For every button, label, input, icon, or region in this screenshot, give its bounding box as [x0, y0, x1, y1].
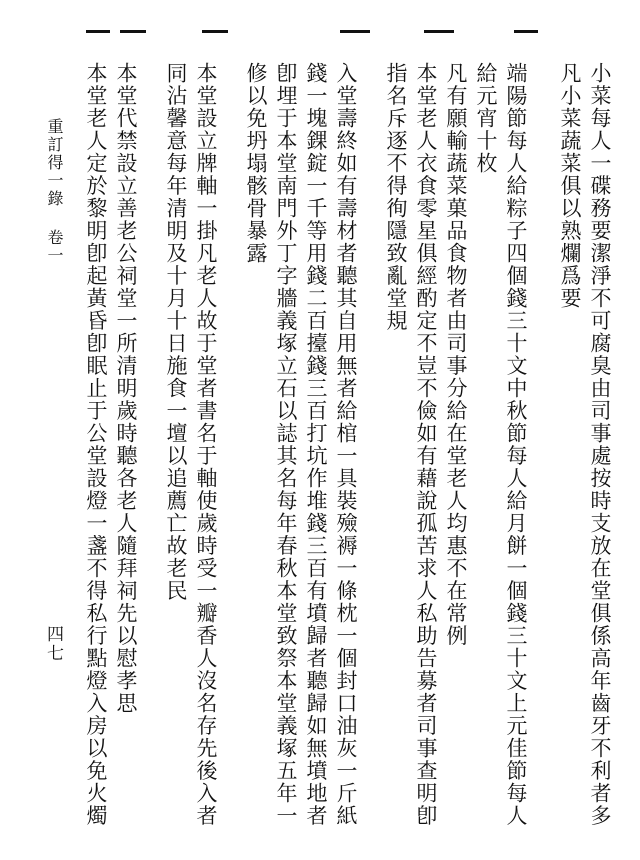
- running-head: 重訂得一錄 卷一: [45, 118, 64, 265]
- text-column-14: 本堂代禁設立善老公祠堂一所清明歲時聽各老人隨拜祠先以慰孝思: [114, 62, 138, 715]
- text-column-4: 給元宵十枚: [474, 62, 498, 175]
- item-marker-dash: [202, 30, 228, 33]
- text-column-1: 小菜每人一碟務要潔淨不可腐臭由司事處按時支放在堂俱係高年齒牙不利者多: [588, 62, 612, 827]
- item-marker-dash: [340, 30, 370, 33]
- text-column-10: 卽埋于本堂南門外丁字牆義塚立石以誌其名每年春秋本堂致祭本堂義塚五年一: [274, 62, 298, 827]
- text-column-2: 凡小菜蔬菜俱以熟爛爲要: [558, 62, 582, 310]
- item-marker-dash: [120, 30, 146, 33]
- page-number: 四七: [43, 625, 63, 663]
- text-column-5: 凡有願輸蔬菜菓品食物者由司事分給在堂老人均惠不在常例: [444, 62, 468, 647]
- text-column-7: 指名斥逐不得徇隱致亂堂規: [384, 62, 408, 332]
- text-column-8: 入堂壽終如有壽材者聽其自用無者給棺一具裝殮褥一條枕一個封口油灰一斤紙: [334, 62, 358, 827]
- item-marker-dash: [514, 30, 538, 33]
- text-column-13: 同沾馨意每年清明及十月十日施食一壇以追薦亡故老民: [164, 62, 188, 602]
- text-column-3: 端陽節每人給粽子四個錢三十文中秋節每人給月餅一個錢三十文上元佳節每人: [504, 62, 528, 827]
- text-column-12: 本堂設立牌軸一掛凡老人故于堂者書名于軸使歲時受一瓣香人沒名存先後入者: [194, 62, 218, 827]
- text-column-6: 本堂老人衣食零星俱經酌定不豈不儉如有藉說孤苦求人私助告募者司事查明卽: [414, 62, 438, 827]
- text-column-11: 修以免坍塌骸骨暴露: [244, 62, 268, 265]
- item-marker-dash: [86, 30, 110, 33]
- text-column-15: 本堂老人定於黎明卽起黃昏卽眠止于公堂設燈一盞不得私行點燈入房以免火燭: [84, 62, 108, 827]
- item-marker-dash: [424, 30, 454, 33]
- text-column-9: 錢一塊錁錠一千等用錢二百擡錢三百打坑作堆錢三百有墳歸者聽歸如無墳地者: [304, 62, 328, 827]
